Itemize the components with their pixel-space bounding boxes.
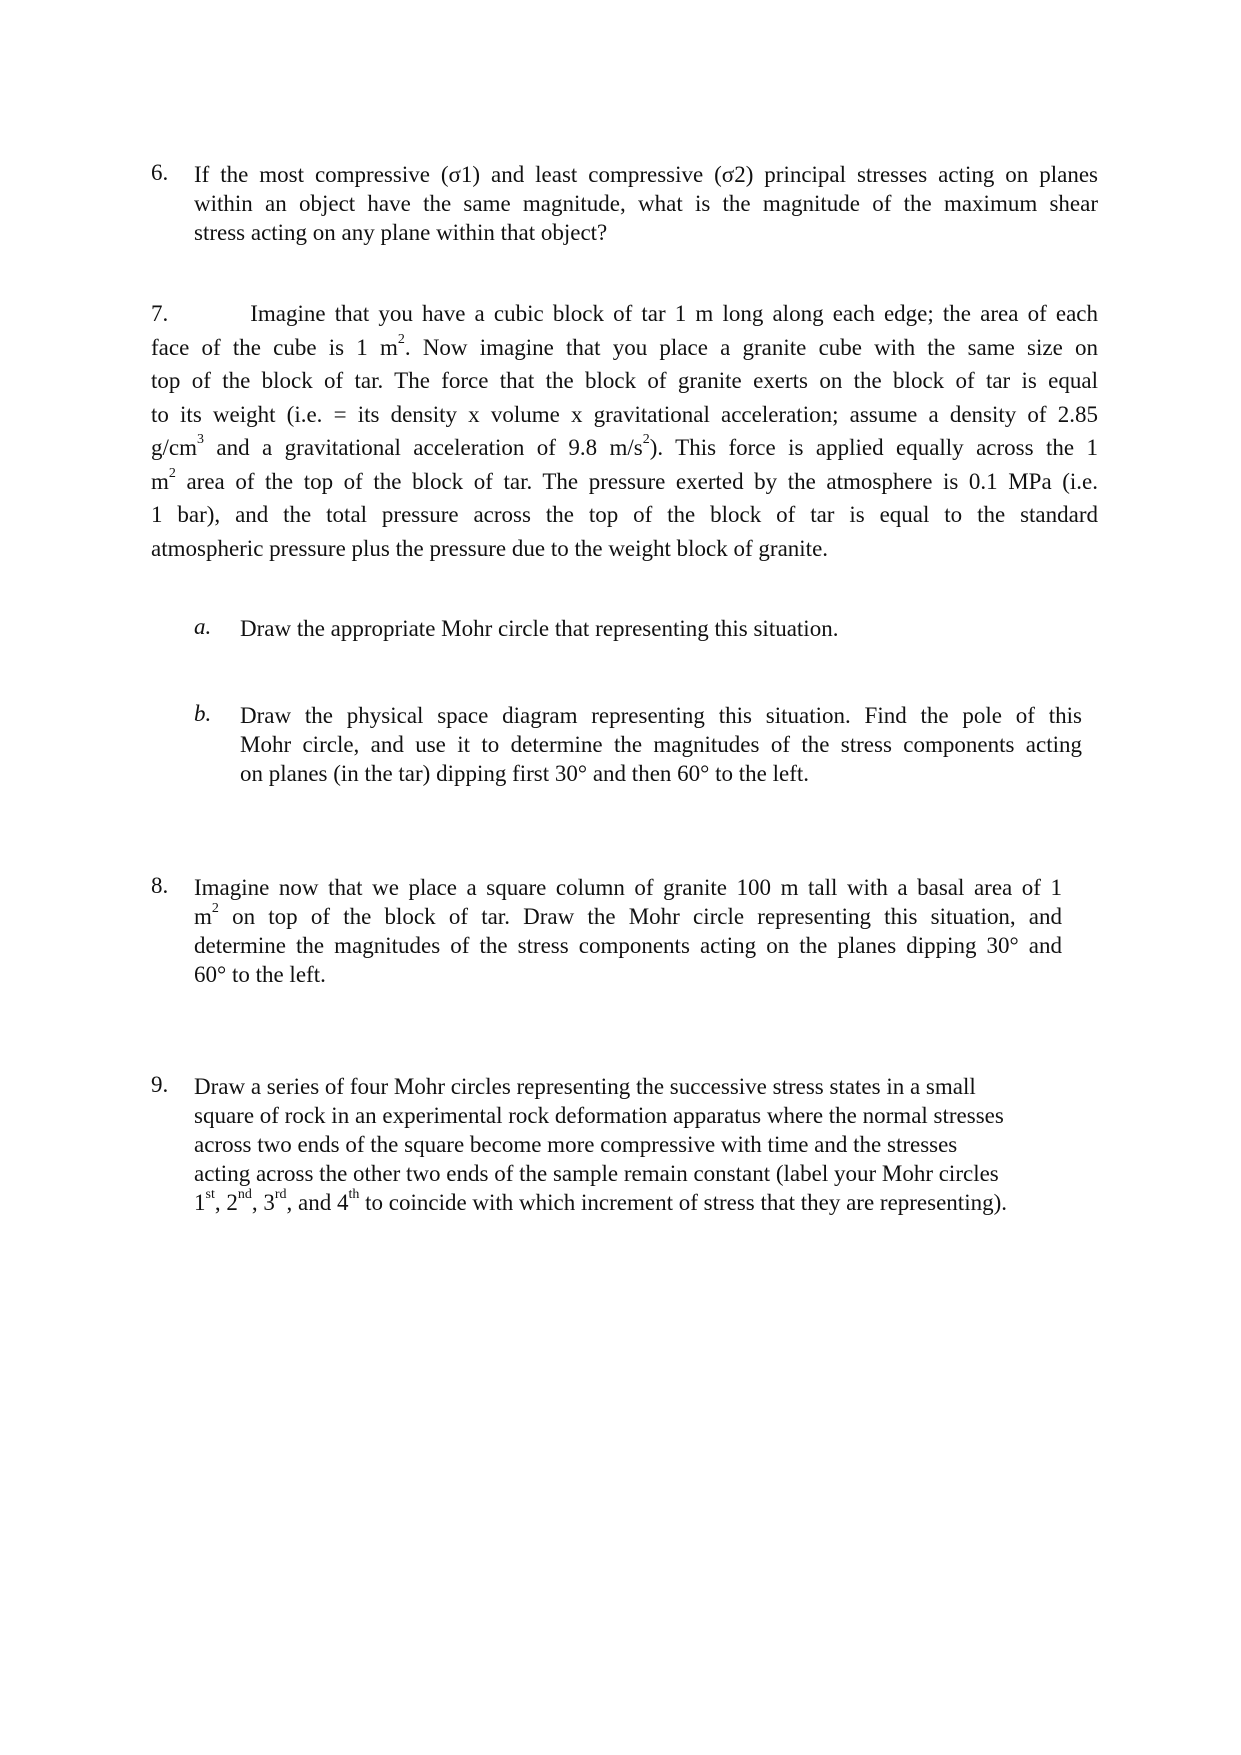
- question-8-line: $m^2$ on top of the block of tar. Draw the Mohr circle representing this situation, and: [194, 901, 1062, 929]
- question-7-line: $m^2$ area of the top of the block of tar. The pressure exerted by the atmosphere is 0.1 MPa (i.e.: [151, 465, 1098, 494]
- question-8-line: determine the magnitudes of the stress components acting on the planes dipping 30° and: [194, 933, 1062, 958]
- question-7a-label: a.: [194, 614, 212, 639]
- question-8-text: [194, 873, 1062, 989]
- question-7-line: 7. Imagine that you have a cubic block of tar 1 m long along each edge; the area of each: [151, 301, 1098, 326]
- question-7a-text: Draw the appropriate Mohr circle that representing this situation.: [240, 616, 839, 641]
- question-8-number: 8.: [151, 873, 169, 898]
- question-9-number: 9.: [151, 1072, 169, 1097]
- question-9-line: acting across the other two ends of the sample remain constant (label your Mohr circles: [194, 1161, 999, 1186]
- question-9-line: square of rock in an experimental rock deformation apparatus where the normal stresses: [194, 1103, 1004, 1128]
- question-7b-label: b.: [194, 701, 212, 726]
- question-7-number: 7.: [151, 301, 169, 326]
- question-9-line: across two ends of the square become more compressive with time and the stresses: [194, 1132, 958, 1157]
- question-7-line: face of the cube is 1 $m^2$. Now imagine that you place a granite cube with the same size on: [151, 331, 1098, 360]
- question-9-line: Draw a series of four Mohr circles representing the successive stress states in a small: [194, 1074, 976, 1099]
- question-6-line: within an object have the same magnitude, what is the magnitude of the maximum shear: [194, 191, 1098, 216]
- question-8-line: Imagine now that we place a square column of granite 100 m tall with a basal area of 1: [194, 875, 1062, 900]
- question-8-line: 60° to the left.: [194, 962, 326, 987]
- question-6-line: If the most compressive (σ1) and least compressive (σ2) principal stresses acting on planes: [194, 162, 1098, 187]
- question-9-line: 1st, 2nd, 3rd, and 4th to coincide with which increment of stress that they are representing).: [194, 1187, 1007, 1215]
- question-9-text: [194, 1072, 1084, 1217]
- question-6-number: 6.: [151, 160, 169, 185]
- question-6-line: stress acting on any plane within that object?: [194, 220, 608, 245]
- question-7b-line: Draw the physical space diagram representing this situation. Find the pole of this: [240, 703, 1082, 728]
- question-7-line: atmospheric pressure plus the pressure due to the weight block of granite.: [151, 535, 829, 561]
- question-7b-text: [240, 701, 1082, 788]
- question-6-text: [194, 160, 1098, 247]
- question-7-line: $g/cm^3$ and a gravitational acceleration of 9.8 $m/s^2$). This force is applied equally across the 1: [151, 432, 1098, 460]
- question-7-line: 1 bar), and the total pressure across the top of the block of tar is equal to the standard: [151, 502, 1098, 527]
- question-7: [151, 297, 1098, 565]
- question-7b-line: on planes (in the tar) dipping first 30° and then 60° to the left.: [240, 761, 809, 786]
- question-7-line: top of the block of tar. The force that the block of granite exerts on the block of tar is equal: [151, 368, 1098, 393]
- question-7-line: to its weight (i.e. = its density x volume x gravitational acceleration; assume a density of 2.85: [151, 401, 1098, 427]
- question-7b-line: Mohr circle, and use it to determine the magnitudes of the stress components acting: [240, 732, 1082, 757]
